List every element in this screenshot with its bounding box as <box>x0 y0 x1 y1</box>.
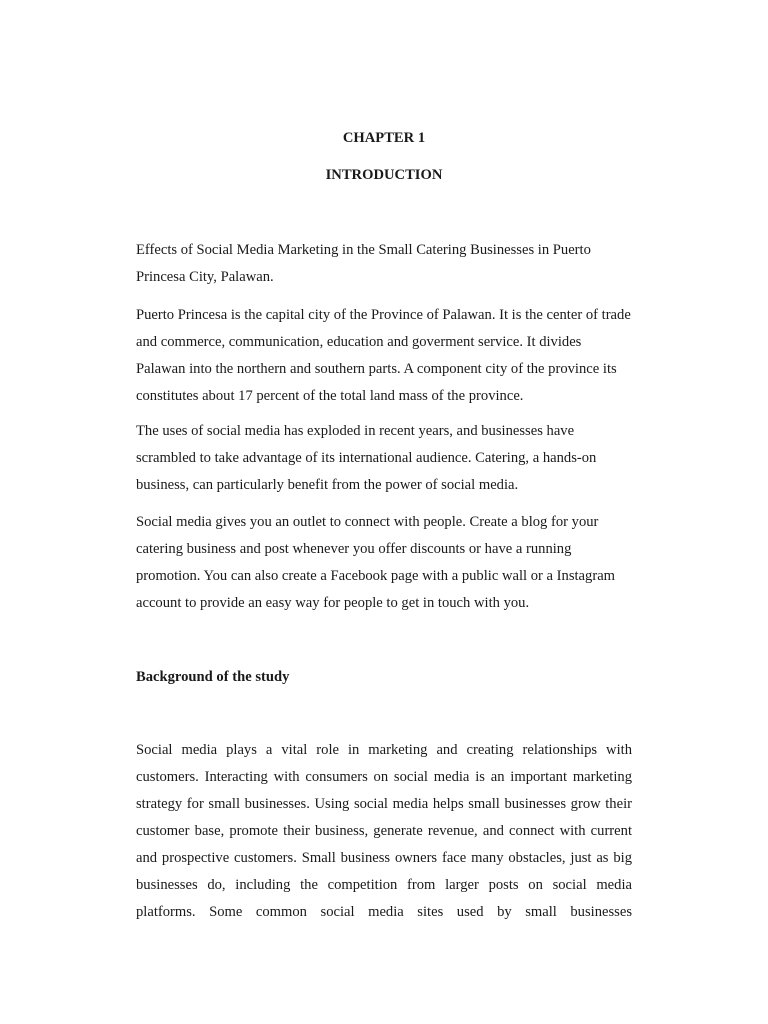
study-title-paragraph: Effects of Social Media Marketing in the Small Catering Businesses in Puerto Princesa City, Palawan. <box>136 242 591 285</box>
intro-paragraph-social-media: The uses of social media has exploded in recent years, and businesses have scrambled to take advantage of its international audience. Catering, a hands-on business, can particularly benefit from the power of social media. <box>136 423 597 493</box>
intro-paragraph-outlet: Social media gives you an outlet to connect with people. Create a blog for your catering business and post whenever you offer discounts or have a running promotion. You can also create a Facebook page with a public wall or a Instagram account to provide an easy way for people to get in touch with you. <box>136 514 616 611</box>
section-title: INTRODUCTION <box>325 167 443 183</box>
intro-paragraph-palawan: Puerto Princesa is the capital city of the Province of Palawan. It is the center of trade and commerce, communication, education and goverment service. It divides Palawan into the northern and southern parts. A component city of the province its constitutes about 17 percent of the total land mass of the province. <box>136 307 631 404</box>
background-paragraph: Social media plays a vital role in marketing and creating relationships with customers. Interacting with consumers on social media is an important marketing strategy for small businesses. Using social media helps small businesses grow their customer base, promote their business, generate revenue, and connect with current and prospective customers. Small business owners face many obstacles, just as big businesses do, including the competition from larger posts on social media platforms. Some common social media sites used by small businesses <box>136 742 632 920</box>
chapter-title: CHAPTER 1 <box>342 130 426 146</box>
background-subheading: Background of the study <box>136 669 290 685</box>
